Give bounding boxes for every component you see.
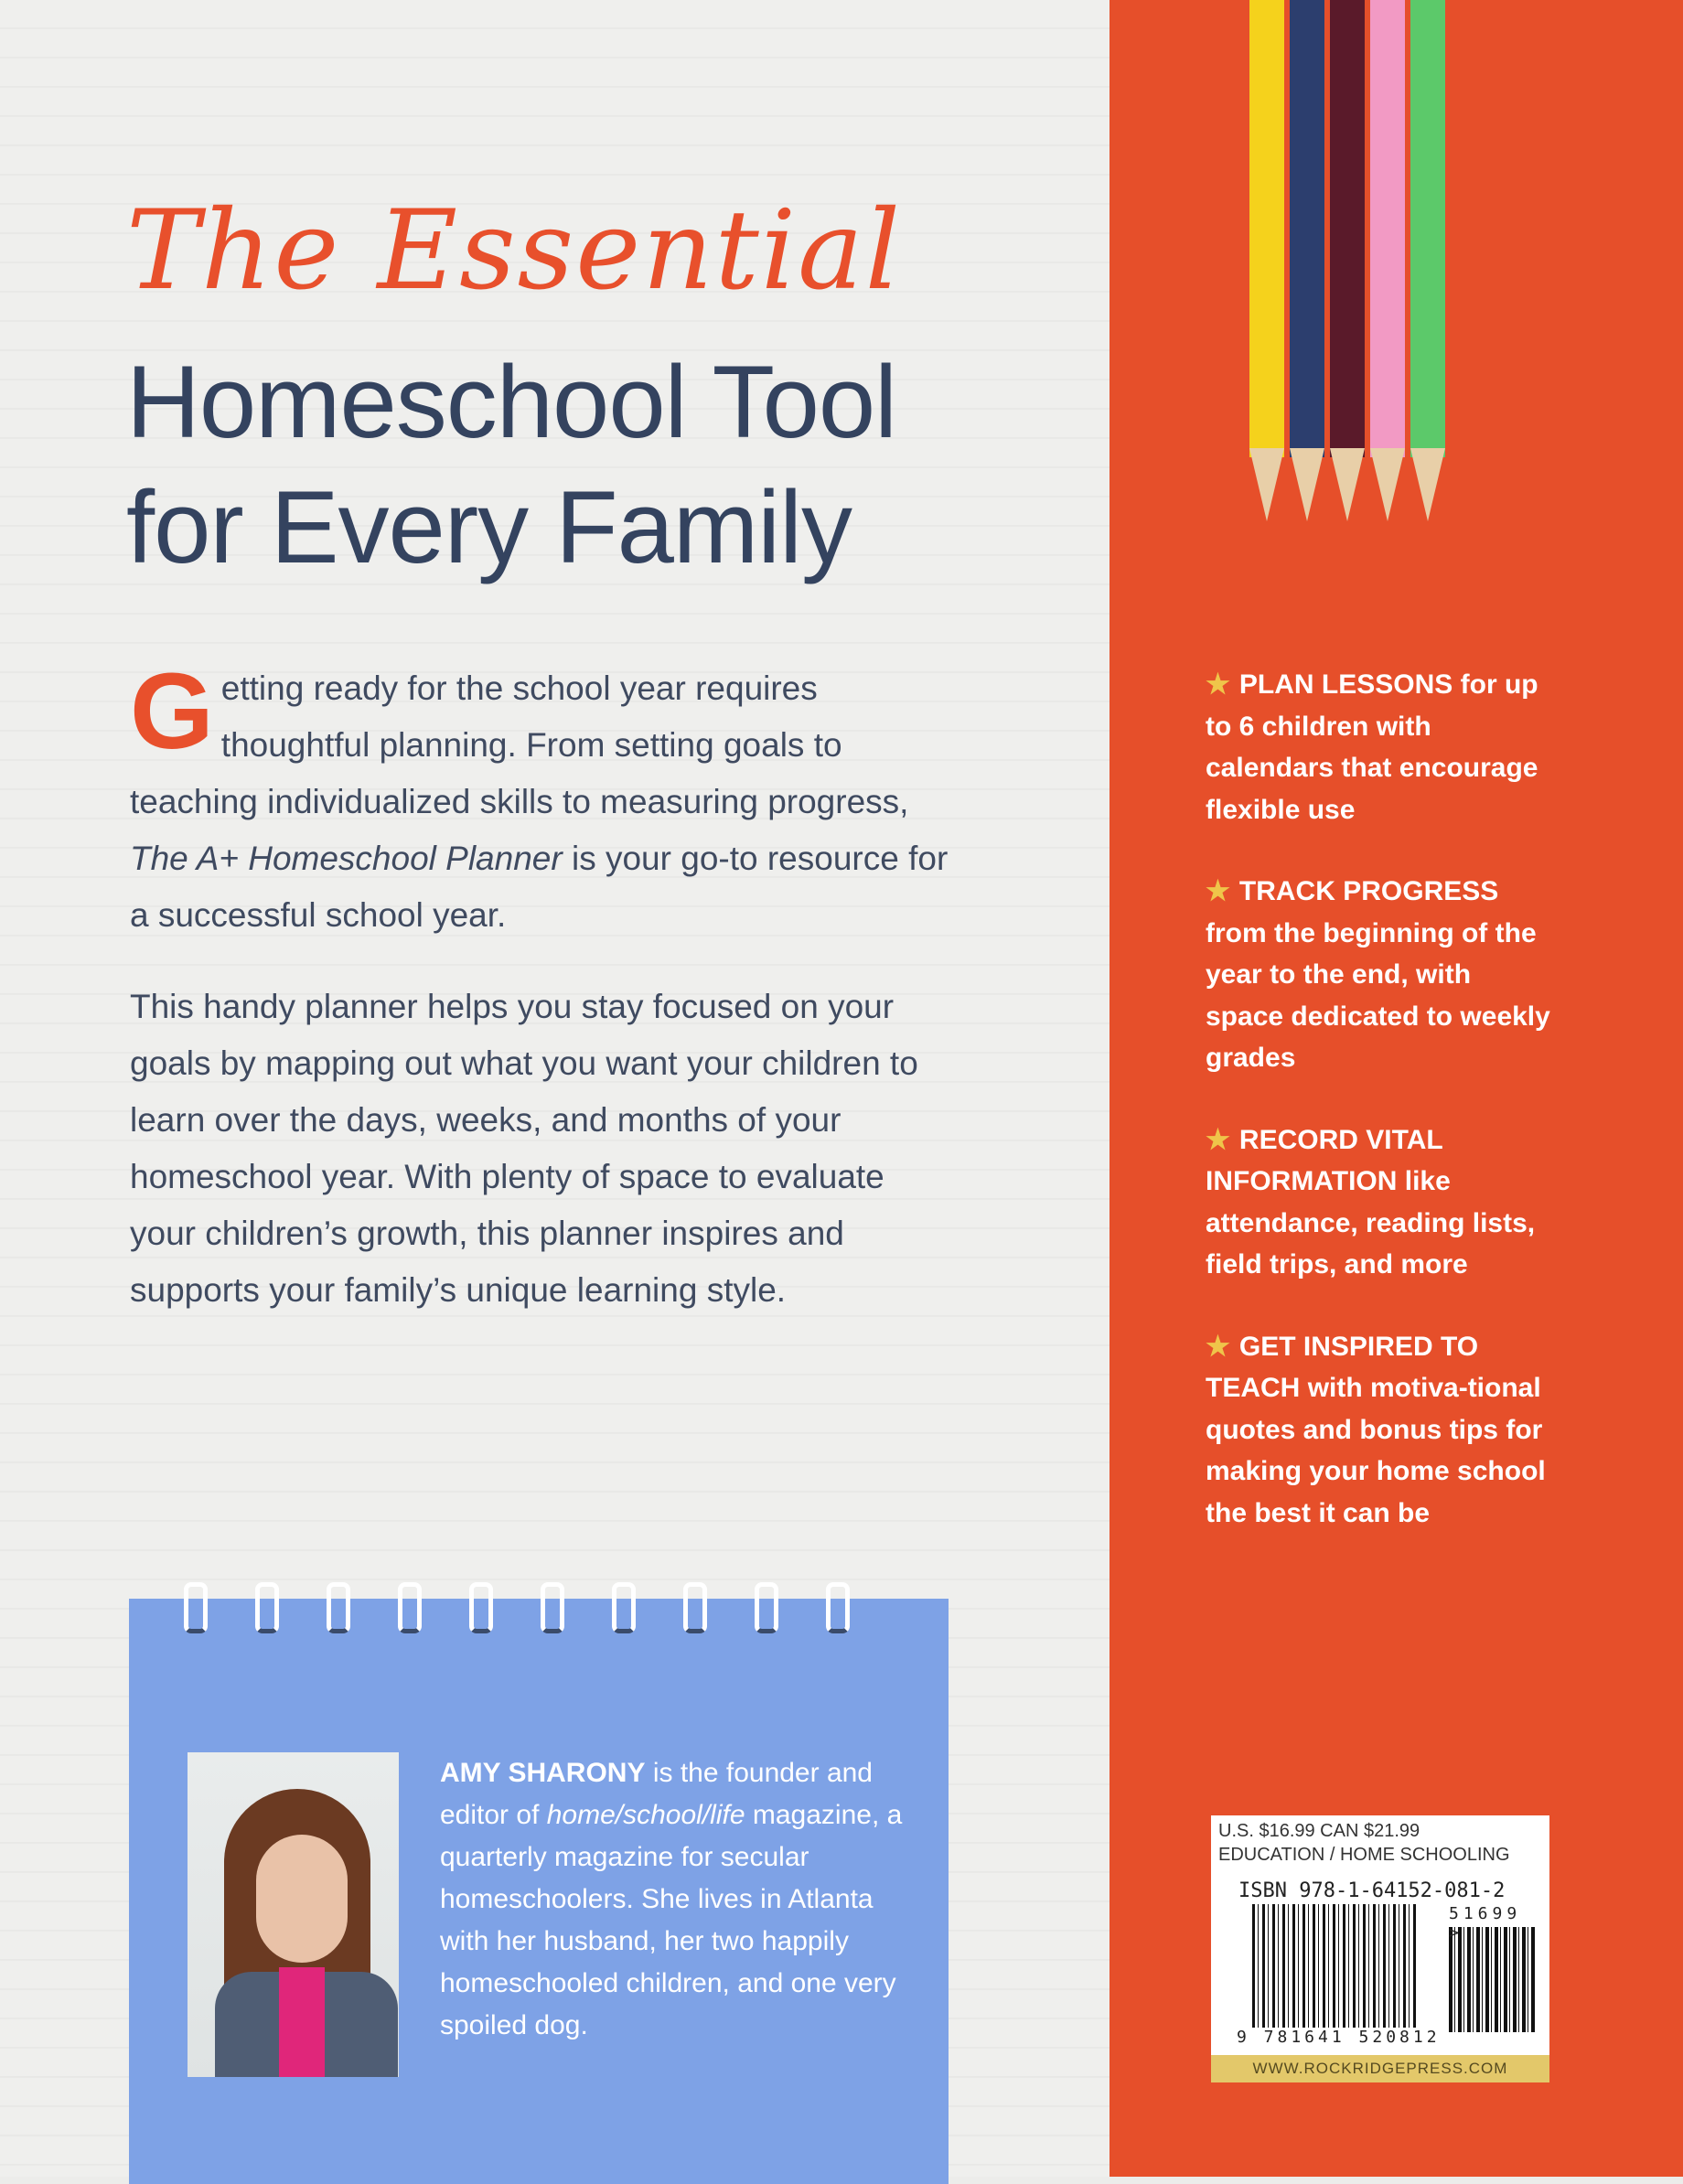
pencil: [1410, 0, 1445, 457]
intro-text-end: is your go-to resource for a successful school year.: [130, 840, 949, 934]
feature-item: [1206, 871, 1553, 1079]
title-line-2: for Every Family: [126, 470, 852, 584]
pencil: [1370, 0, 1405, 457]
pencil: [1290, 0, 1324, 457]
barcode-bars: [1252, 1904, 1417, 2028]
isbn: ISBN 978-1-64152-081-2: [1238, 1879, 1506, 1902]
feature-item: [1206, 664, 1553, 830]
spiral-ring: [398, 1582, 422, 1633]
pencil: [1330, 0, 1365, 457]
category: EDUCATION / HOME SCHOOLING: [1218, 1845, 1510, 1865]
feature-heading: RECORD VITAL INFORMATION: [1206, 1124, 1443, 1196]
magazine-name: home/school/life: [546, 1800, 745, 1830]
ean-digits: 9 781641 520812: [1237, 2028, 1441, 2047]
addon-digits: 51699 >: [1449, 1904, 1522, 1943]
feature-text: from the beginning of the year to the end, with space dedicated to weekly grades: [1206, 917, 1550, 1073]
book-title: The A+ Homeschool Planner: [130, 840, 563, 877]
spiral-ring: [255, 1582, 279, 1633]
spiral-ring: [541, 1582, 564, 1633]
description-paragraph: This handy planner helps you stay focused on your goals by mapping out what you want your children to learn over the days, weeks, and months of your homeschool year. With plenty of space to evaluate your children’s growth, this planner inspires and supports your family’s unique learning style.: [130, 988, 918, 1309]
feature-text: with motiva-tional quotes and bonus tips for making your home school the best it can be: [1206, 1373, 1546, 1528]
feature-list: [1206, 664, 1553, 1574]
pencil-tip: [1370, 448, 1405, 521]
spiral-ring: [683, 1582, 707, 1633]
author-bio: [440, 1752, 916, 2047]
feature-heading: PLAN LESSONS: [1238, 669, 1453, 700]
colored-pencils: [1249, 0, 1460, 530]
pencil-tip: [1290, 448, 1324, 521]
author-name: AMY SHARONY: [440, 1758, 646, 1788]
spiral-ring: [469, 1582, 493, 1633]
spiral-ring: [184, 1582, 208, 1633]
feature-heading: TRACK PROGRESS: [1238, 876, 1499, 906]
star-icon: ★: [1206, 1124, 1230, 1155]
feature-heading: GET INSPIRED TO TEACH: [1206, 1331, 1479, 1403]
drop-cap: G: [130, 651, 214, 772]
barcode-box: [1211, 1815, 1549, 2082]
spiral-ring: [755, 1582, 778, 1633]
title-line-1: Homeschool Tool: [126, 345, 897, 459]
pencil-tip: [1330, 448, 1365, 521]
star-icon: ★: [1206, 1331, 1230, 1362]
price: U.S. $16.99 CAN $21.99: [1218, 1821, 1420, 1841]
feature-item: [1206, 1119, 1553, 1286]
intro-paragraph: [130, 651, 953, 944]
feature-text: for up to 6 children with calendars that encourage flexible use: [1206, 669, 1538, 825]
pencil-tip: [1249, 448, 1284, 521]
author-notebook: [129, 1599, 949, 2184]
author-photo: [188, 1752, 399, 2077]
bio-text-end: magazine, a quarterly magazine for secular homeschoolers. She lives in Atlanta with her husband, her two happily homeschooled children, and one very spoiled dog.: [440, 1800, 903, 2040]
title-script: The Essential: [126, 187, 903, 315]
spiral-ring: [612, 1582, 636, 1633]
star-icon: ★: [1206, 876, 1230, 906]
star-icon: ★: [1206, 669, 1230, 700]
spiral-ring: [826, 1582, 850, 1633]
addon-bars: [1449, 1927, 1536, 2032]
feature-text: like attendance, reading lists, field trips, and more: [1206, 1166, 1536, 1279]
pencil-tip: [1410, 448, 1445, 521]
spiral-ring: [327, 1582, 350, 1633]
intro-text: etting ready for the school year requires thoughtful planning. From setting goals to teaching individualized skills to measuring progress,: [130, 669, 909, 820]
pencil: [1249, 0, 1284, 457]
publisher-url: WWW.ROCKRIDGEPRESS.COM: [1211, 2055, 1549, 2082]
bio-text: is the founder and editor of: [440, 1758, 873, 1830]
feature-item: [1206, 1326, 1553, 1535]
